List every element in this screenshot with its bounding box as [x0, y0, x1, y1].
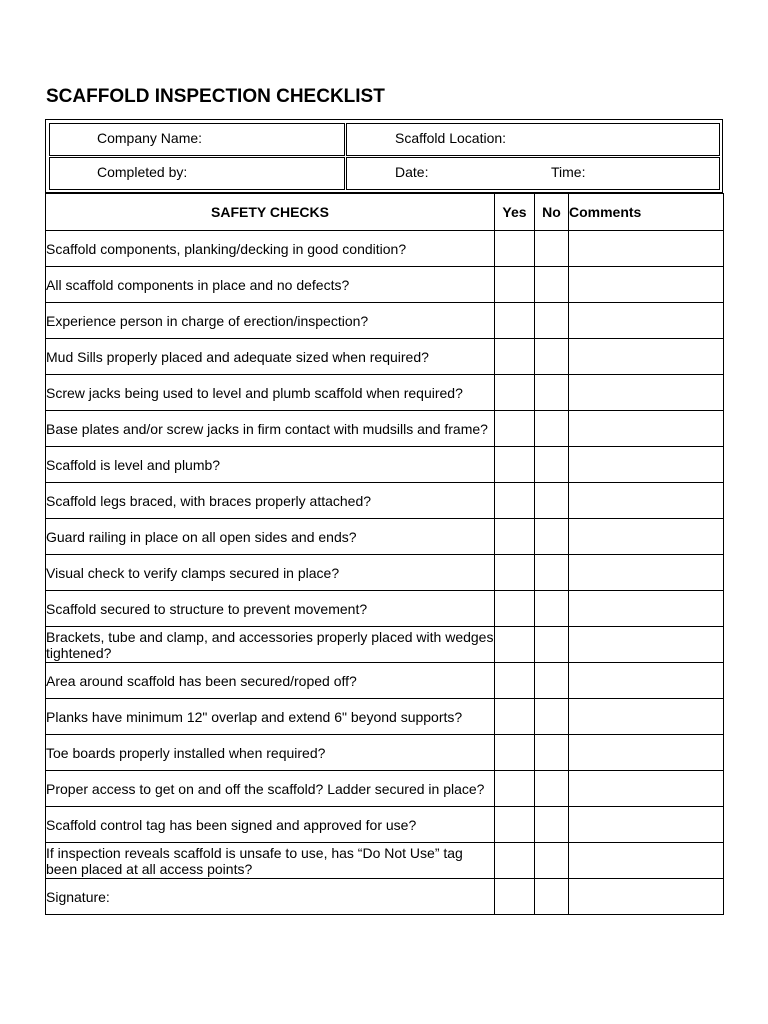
table-row — [46, 375, 724, 411]
no-checkbox-cell[interactable] — [535, 627, 569, 663]
table-row — [46, 843, 724, 879]
no-checkbox-cell[interactable] — [535, 339, 569, 375]
yes-checkbox-cell[interactable] — [495, 447, 535, 483]
yes-checkbox-cell[interactable] — [495, 807, 535, 843]
header-info-box — [45, 119, 723, 193]
company-name-field[interactable] — [49, 123, 345, 156]
no-checkbox-cell[interactable] — [535, 807, 569, 843]
check-question: Proper access to get on and off the scaffold? Ladder secured in place? — [46, 771, 495, 807]
yes-checkbox-cell[interactable] — [495, 663, 535, 699]
comments-cell[interactable] — [569, 663, 724, 699]
table-row — [46, 663, 724, 699]
check-question: Scaffold is level and plumb? — [46, 447, 495, 483]
yes-checkbox-cell[interactable] — [495, 267, 535, 303]
comments-cell[interactable] — [569, 267, 724, 303]
no-checkbox-cell[interactable] — [535, 735, 569, 771]
safety-checks-header: SAFETY CHECKS — [46, 194, 495, 231]
completed-by-label: Completed by: — [97, 164, 188, 180]
yes-checkbox-cell[interactable] — [495, 555, 535, 591]
comments-cell[interactable] — [569, 699, 724, 735]
yes-checkbox-cell[interactable] — [495, 303, 535, 339]
comments-cell[interactable] — [569, 807, 724, 843]
checklist-rows — [46, 231, 724, 915]
page-title: SCAFFOLD INSPECTION CHECKLIST — [46, 86, 385, 107]
yes-checkbox-cell[interactable] — [495, 519, 535, 555]
table-row — [46, 231, 724, 267]
no-checkbox-cell[interactable] — [535, 555, 569, 591]
comments-cell[interactable] — [569, 231, 724, 267]
table-row — [46, 411, 724, 447]
check-question: Guard railing in place on all open sides and ends? — [46, 519, 495, 555]
no-checkbox-cell[interactable] — [535, 411, 569, 447]
comments-cell[interactable] — [569, 519, 724, 555]
no-column-header: No — [535, 194, 569, 231]
table-row — [46, 447, 724, 483]
yes-checkbox-cell[interactable] — [495, 339, 535, 375]
table-row — [46, 303, 724, 339]
check-question: All scaffold components in place and no defects? — [46, 267, 495, 303]
comments-cell[interactable] — [569, 735, 724, 771]
yes-checkbox-cell[interactable] — [495, 699, 535, 735]
scaffold-location-label: Scaffold Location: — [395, 130, 507, 146]
no-checkbox-cell[interactable] — [535, 231, 569, 267]
table-row — [46, 735, 724, 771]
yes-checkbox-cell[interactable] — [495, 771, 535, 807]
comments-cell[interactable] — [569, 627, 724, 663]
comments-cell[interactable] — [569, 771, 724, 807]
check-question: Signature: — [46, 879, 495, 915]
no-checkbox-cell[interactable] — [535, 591, 569, 627]
check-question: Scaffold components, planking/decking in good condition? — [46, 231, 495, 267]
table-row — [46, 591, 724, 627]
table-header-row — [46, 194, 724, 231]
check-question: Brackets, tube and clamp, and accessories properly placed with wedges tightened? — [46, 628, 494, 661]
safety-checks-table — [45, 193, 724, 915]
no-checkbox-cell[interactable] — [535, 699, 569, 735]
comments-cell[interactable] — [569, 843, 724, 879]
yes-checkbox-cell[interactable] — [495, 483, 535, 519]
comments-cell[interactable] — [569, 879, 724, 915]
table-row — [46, 483, 724, 519]
table-row — [46, 339, 724, 375]
yes-checkbox-cell[interactable] — [495, 735, 535, 771]
comments-cell[interactable] — [569, 591, 724, 627]
date-time-field[interactable] — [346, 157, 720, 190]
comments-cell[interactable] — [569, 411, 724, 447]
check-question: Experience person in charge of erection/inspection? — [46, 303, 495, 339]
no-checkbox-cell[interactable] — [535, 843, 569, 879]
table-row — [46, 771, 724, 807]
table-row — [46, 699, 724, 735]
check-question: Scaffold control tag has been signed and approved for use? — [46, 807, 495, 843]
no-checkbox-cell[interactable] — [535, 375, 569, 411]
yes-column-header: Yes — [495, 194, 535, 231]
date-label: Date: — [395, 164, 429, 180]
yes-checkbox-cell[interactable] — [495, 231, 535, 267]
table-row — [46, 879, 724, 915]
table-row — [46, 267, 724, 303]
no-checkbox-cell[interactable] — [535, 663, 569, 699]
table-row — [46, 807, 724, 843]
no-checkbox-cell[interactable] — [535, 447, 569, 483]
table-row — [46, 555, 724, 591]
scaffold-location-field[interactable] — [346, 123, 720, 156]
comments-cell[interactable] — [569, 375, 724, 411]
yes-checkbox-cell[interactable] — [495, 411, 535, 447]
company-name-label: Company Name: — [97, 130, 203, 146]
no-checkbox-cell[interactable] — [535, 303, 569, 339]
check-question: If inspection reveals scaffold is unsafe to use, has “Do Not Use” tag been placed at all access points? — [46, 843, 495, 879]
no-checkbox-cell[interactable] — [535, 483, 569, 519]
table-row — [46, 519, 724, 555]
yes-checkbox-cell[interactable] — [495, 375, 535, 411]
table-row — [46, 627, 724, 663]
check-question: Planks have minimum 12" overlap and extend 6" beyond supports? — [46, 699, 495, 735]
comments-cell[interactable] — [569, 483, 724, 519]
check-question: Mud Sills properly placed and adequate sized when required? — [46, 339, 495, 375]
check-question: Screw jacks being used to level and plumb scaffold when required? — [46, 375, 495, 411]
comments-cell[interactable] — [569, 339, 724, 375]
yes-checkbox-cell[interactable] — [495, 591, 535, 627]
no-checkbox-cell[interactable] — [535, 879, 569, 915]
yes-checkbox-cell[interactable] — [495, 843, 535, 879]
comments-cell[interactable] — [569, 303, 724, 339]
no-checkbox-cell[interactable] — [535, 267, 569, 303]
check-question: Visual check to verify clamps secured in place? — [46, 555, 495, 591]
time-label: Time: — [551, 164, 586, 180]
comments-cell[interactable] — [569, 555, 724, 591]
check-question: Scaffold secured to structure to prevent movement? — [46, 591, 495, 627]
comments-column-header: Comments — [569, 194, 724, 231]
check-question: Scaffold legs braced, with braces properly attached? — [46, 483, 495, 519]
no-checkbox-cell[interactable] — [535, 771, 569, 807]
yes-checkbox-cell[interactable] — [495, 627, 535, 663]
completed-by-field[interactable] — [49, 157, 345, 190]
no-checkbox-cell[interactable] — [535, 519, 569, 555]
comments-cell[interactable] — [569, 447, 724, 483]
check-question: Base plates and/or screw jacks in firm contact with mudsills and frame? — [46, 411, 495, 447]
check-question: Area around scaffold has been secured/roped off? — [46, 663, 495, 699]
yes-checkbox-cell[interactable] — [495, 879, 535, 915]
check-question: Toe boards properly installed when required? — [46, 735, 495, 771]
